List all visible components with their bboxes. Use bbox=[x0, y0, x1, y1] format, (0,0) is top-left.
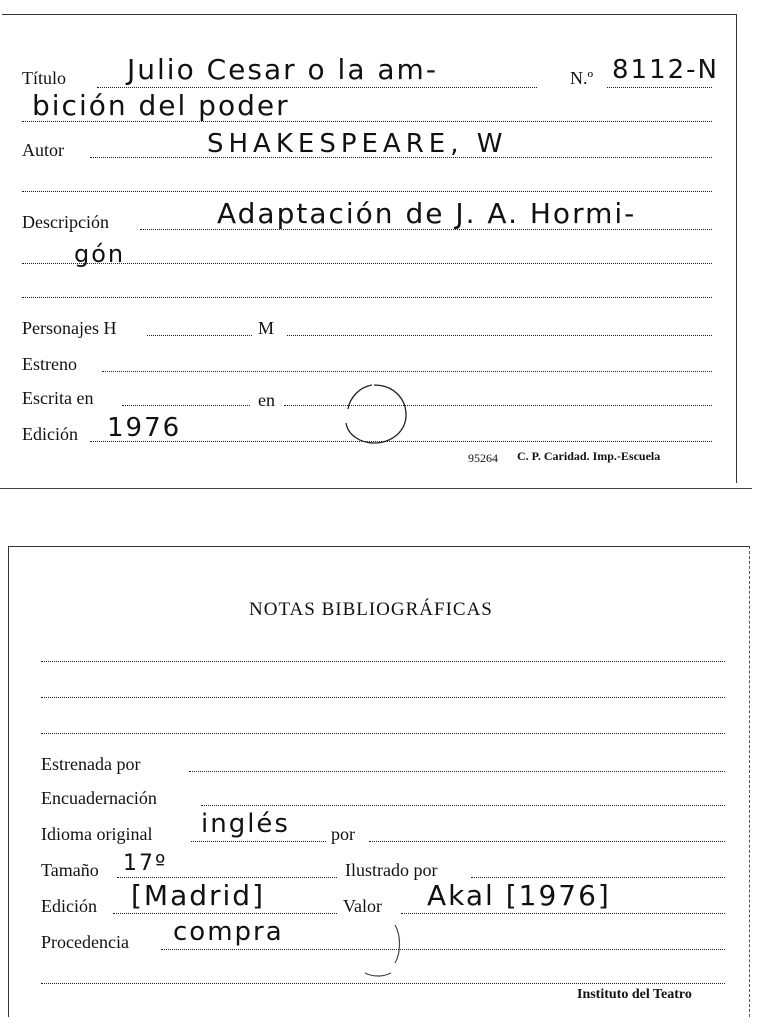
titulo-value-2: bición del poder bbox=[32, 89, 290, 122]
numero-line bbox=[607, 87, 712, 88]
escrita-label: Escrita en bbox=[22, 388, 94, 408]
personajes-m-label: M bbox=[258, 318, 275, 338]
autor-label: Autor bbox=[22, 140, 64, 160]
estrenada-label: Estrenada por bbox=[41, 754, 141, 774]
estreno-label: Estreno bbox=[22, 354, 77, 374]
front-card bbox=[2, 14, 737, 483]
descripcion-value-1: Adaptación de J. A. Hormi- bbox=[217, 197, 637, 230]
titulo-line-1 bbox=[97, 87, 537, 88]
back-punch-hole-icon bbox=[355, 919, 403, 979]
estrenada-line bbox=[189, 771, 725, 772]
notas-line-2 bbox=[41, 697, 725, 698]
notas-line-3 bbox=[41, 733, 725, 734]
escrita-line bbox=[122, 405, 250, 406]
personajes-m-line bbox=[287, 335, 712, 336]
ilustrado-line bbox=[471, 877, 725, 878]
punch-hole-icon bbox=[338, 381, 410, 447]
back-card bbox=[8, 546, 750, 1017]
idioma-por-label: por bbox=[331, 824, 355, 844]
notas-heading: NOTAS BIBLIOGRÁFICAS bbox=[249, 599, 493, 620]
valor-line bbox=[401, 913, 725, 914]
encuadernacion-line bbox=[201, 805, 725, 806]
descripcion-value-2: gón bbox=[74, 240, 126, 268]
back-edicion-line bbox=[113, 913, 337, 914]
notas-line-1 bbox=[41, 661, 725, 662]
procedencia-label: Procedencia bbox=[41, 932, 129, 952]
valor-value: Akal [1976] bbox=[427, 879, 611, 912]
blank-line-2 bbox=[22, 297, 712, 298]
procedencia-line bbox=[161, 949, 725, 950]
idioma-value: inglés bbox=[201, 809, 290, 839]
tamano-label: Tamaño bbox=[41, 860, 99, 880]
estreno-line bbox=[102, 371, 712, 372]
encuadernacion-label: Encuadernación bbox=[41, 788, 157, 808]
personajes-label: Personajes H bbox=[22, 318, 117, 338]
titulo-label: Título bbox=[22, 68, 66, 88]
descripcion-label: Descripción bbox=[22, 212, 109, 232]
edicion-value: 1976 bbox=[107, 413, 182, 443]
idioma-por-line bbox=[369, 841, 725, 842]
printer-number: 95264 bbox=[468, 451, 498, 465]
numero-value: 8112-N bbox=[612, 55, 719, 85]
printer-text: C. P. Caridad. Imp.-Escuela bbox=[517, 449, 661, 463]
blank-line-1 bbox=[22, 191, 712, 192]
back-edicion-value: [Madrid] bbox=[131, 879, 266, 912]
edicion-label: Edición bbox=[22, 424, 78, 444]
back-edicion-label: Edición bbox=[41, 896, 97, 916]
procedencia-value: compra bbox=[173, 917, 284, 947]
idioma-line bbox=[191, 841, 326, 842]
front-card-bottom-edge bbox=[0, 488, 752, 489]
autor-value: SHAKESPEARE, W bbox=[207, 129, 508, 159]
ilustrado-label: Ilustrado por bbox=[345, 860, 438, 880]
valor-label: Valor bbox=[343, 896, 382, 916]
procedencia-line-2 bbox=[41, 983, 725, 984]
titulo-value-1: Julio Cesar o la am- bbox=[127, 53, 438, 86]
institute-footer: Instituto del Teatro bbox=[577, 987, 692, 1002]
descripcion-line-2 bbox=[22, 263, 712, 264]
escrita-en-label: en bbox=[258, 390, 275, 410]
edicion-line bbox=[90, 441, 712, 442]
idioma-label: Idioma original bbox=[41, 824, 153, 844]
numero-label: N.º bbox=[570, 68, 594, 88]
personajes-h-line bbox=[147, 335, 252, 336]
tamano-value: 17º bbox=[123, 851, 168, 876]
